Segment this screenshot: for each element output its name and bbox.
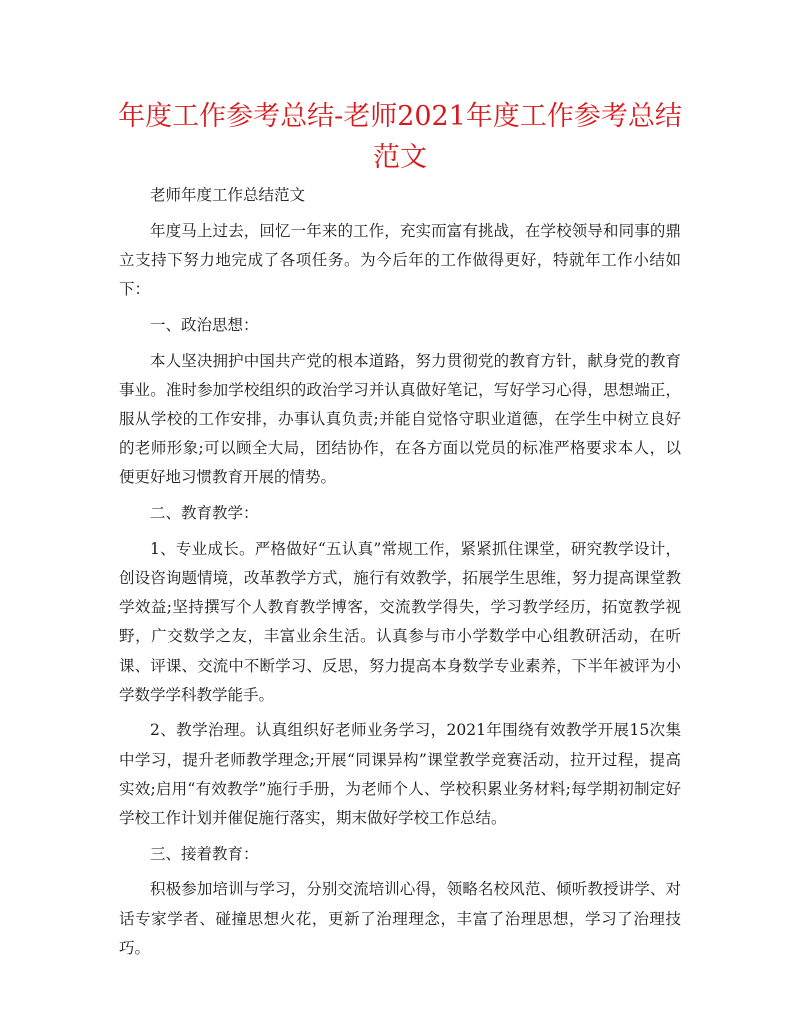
section-heading-politics: 一、政治思想： — [150, 315, 259, 334]
section-heading-teaching: 二、教育教学： — [150, 504, 259, 523]
section-heading-continuing-education: 三、接着教育： — [150, 844, 259, 863]
teaching-management-paragraph: 2、教学治理。认真组织好老师业务学习，2021年围绕有效教学开展15次集中学习，提升老师教学理念;开展“同课异构”课堂教学竞赛活动，拉开过程，提高实效;启用“有效教学”施行手册，为老师个人、学校积累业务材料;每学期初制定好学校工作计划并催促施行落实，期末做好学校工作总结。 — [119, 721, 681, 828]
subtitle-paragraph: 老师年度工作总结范文 — [150, 186, 306, 204]
teaching-growth-paragraph: 1、专业成长。严格做好“五认真”常规工作，紧紧抓住课堂，研究教学设计，创设咨询题情境，改革教学方式，施行有效教学，拓展学生思维，努力提高课堂教学效益;坚持撰写个人教育教学博客，交流教学得失，学习教学经历，拓宽教学视野，广交数学之友，丰富业余生活。认真参与市小学数学中心组教研活动，在听课、评课、交流中不断学习、反思，努力提高本身数学专业素养，下半年被评为小学数学学科教学能手。 — [119, 539, 681, 704]
politics-paragraph: 本人坚决拥护中国共产党的根本道路，努力贯彻党的教育方针，献身党的教育事业。准时参加学校组织的政治学习并认真做好笔记，写好学习心得，思想端正，服从学校的工作安排，办事认真负责;并能自觉恪守职业道德，在学生中树立良好的老师形象;可以顾全大局，团结协作，在各方面以党员的标准严格要求本人，以便更好地习惯教育开展的情势。 — [119, 351, 681, 487]
intro-paragraph: 年度马上过去，回忆一年来的工作，充实而富有挑战，在学校领导和同事的鼎立支持下努力地完成了各项任务。为今后年的工作做得更好，特就年工作小结如下： — [119, 221, 681, 299]
document-title: 年度工作参考总结-老师2021年度工作参考总结范文 — [118, 101, 682, 173]
document-body — [119, 181, 681, 970]
continuing-education-paragraph: 积极参加培训与学习，分别交流培训心得，领略名校风范、倾听教授讲学、对话专家学者、碰撞思想火花，更新了治理理念，丰富了治理思想，学习了治理技巧。 — [119, 880, 681, 957]
